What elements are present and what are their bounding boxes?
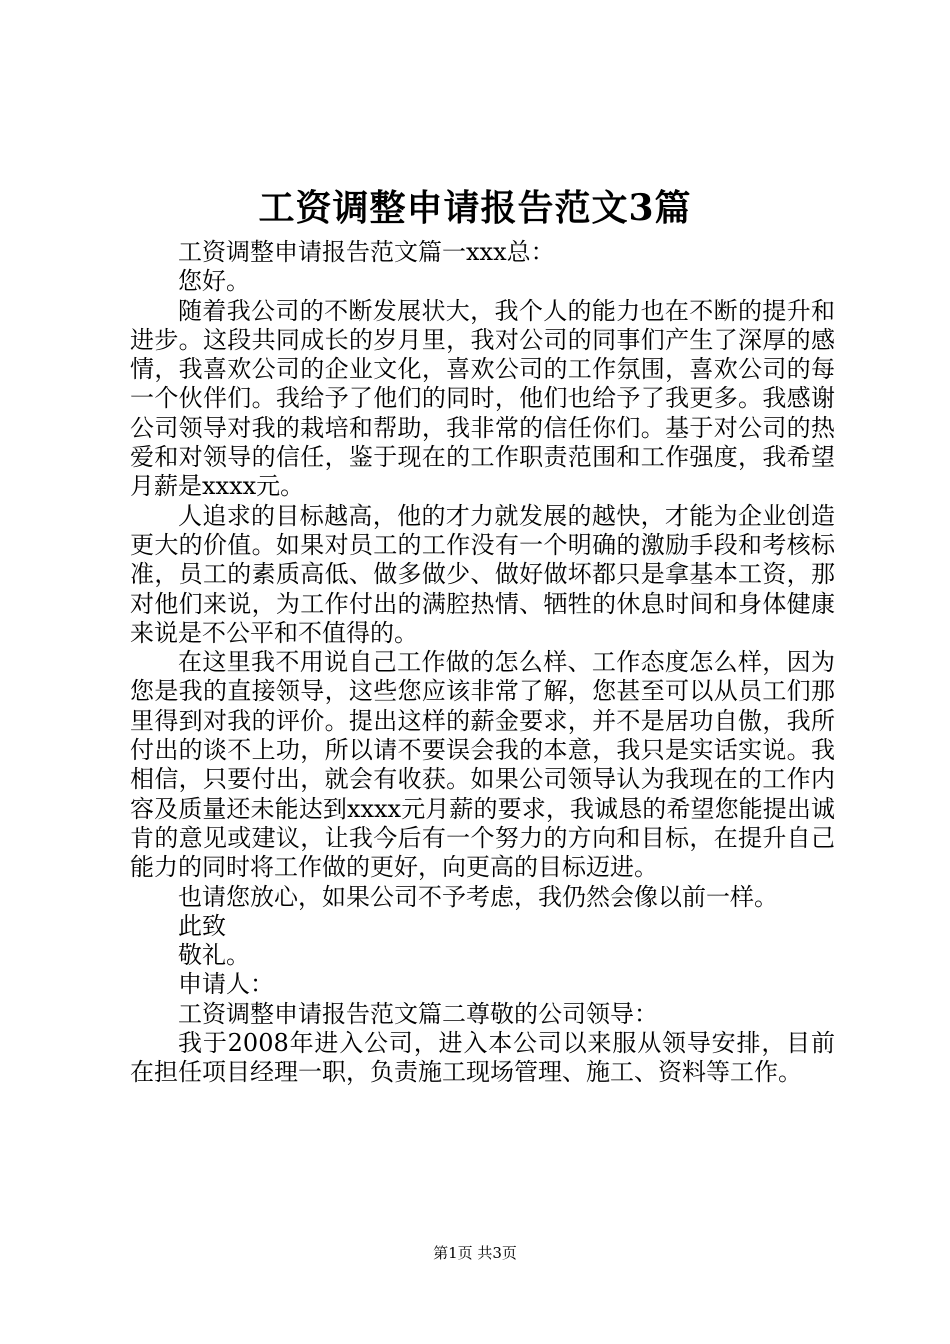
paragraph-salutation: 您好。 xyxy=(178,267,250,296)
paragraph-closing: 敬礼。 xyxy=(178,941,250,970)
paragraph-body: 人追求的目标越高，他的才力就发展的越快，才能为企业创造更大的价值。如果对员工的工作没有一个明确的激励手段和考核标准，员工的素质高低、做多做少、做好做坏都只是拿基本工资，那对他们来说，为工作付出的满腔热情、牺牲的休息时间和身体健康来说是不公平和不值得的。 xyxy=(130,501,835,647)
paragraph-body: 在这里我不用说自己工作做的怎么样、工作态度怎么样，因为您是我的直接领导，这些您应该非常了解，您甚至可以从员工们那里得到对我的评价。提出这样的薪金要求，并不是居功自傲，我所付出的谈不上功，所以请不要误会我的本意，我只是实话实说。我相信，只要付出，就会有收获。如果公司领导认为我现在的工作内容及质量还未能达到xxxx元月薪的要求，我诚恳的希望您能提出诚肯的意见或建议，让我今后有一个努力的方向和目标，在提升自己能力的同时将工作做的更好，向更高的目标迈进。 xyxy=(130,648,835,882)
paragraph-section-heading: 工资调整申请报告范文篇二尊敬的公司领导： xyxy=(178,999,658,1028)
document-title: 工资调整申请报告范文3篇 xyxy=(258,187,692,229)
document-body xyxy=(130,238,835,1088)
paragraph-body: 我于2008年进入公司，进入本公司以来服从领导安排，目前在担任项目经理一职，负责施工现场管理、施工、资料等工作。 xyxy=(130,1029,835,1087)
paragraph-closing: 此致 xyxy=(178,911,226,940)
page-footer: 第1页 共3页 xyxy=(433,1244,517,1262)
paragraph-body: 随着我公司的不断发展状大，我个人的能力也在不断的提升和进步。这段共同成长的岁月里，我对公司的同事们产生了深厚的感情，我喜欢公司的企业文化，喜欢公司的工作氛围，喜欢公司的每一个伙伴们。我给予了他们的同时，他们也给予了我更多。我感谢公司领导对我的栽培和帮助，我非常的信任你们。基于对公司的热爱和对领导的信任，鉴于现在的工作职责范围和工作强度，我希望月薪是xxxx元。 xyxy=(130,296,835,501)
paragraph-signature: 申请人： xyxy=(178,970,274,999)
paragraph-body: 也请您放心，如果公司不予考虑，我仍然会像以前一样。 xyxy=(178,882,778,911)
paragraph-greeting-heading: 工资调整申请报告范文篇一xxx总： xyxy=(178,238,555,266)
